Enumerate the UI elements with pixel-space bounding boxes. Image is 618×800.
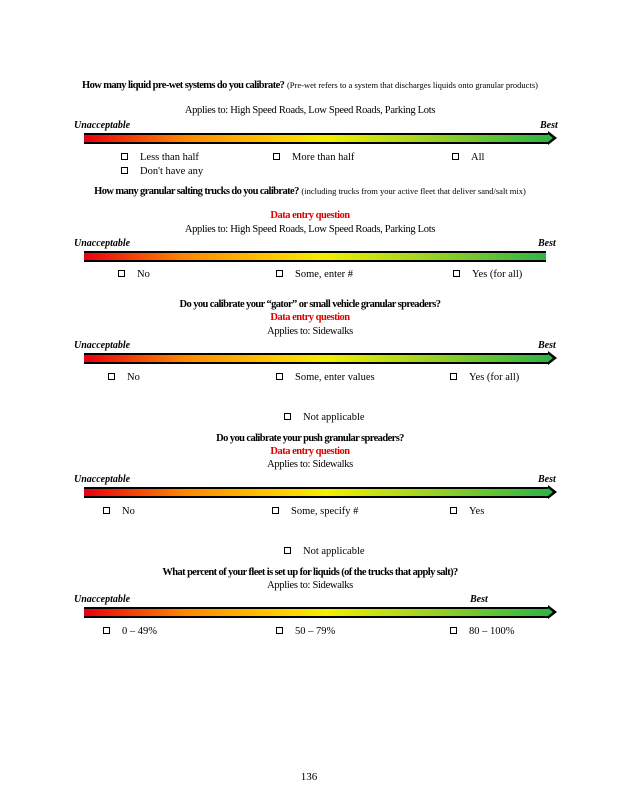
option-label: Yes (for all) [469, 372, 520, 383]
checkbox-icon[interactable] [121, 153, 128, 160]
q5-option-50-79[interactable] [276, 626, 335, 637]
option-label: Some, enter values [295, 372, 375, 383]
question-4-applies: Applies to: Sidewalks [267, 459, 353, 470]
scale-1-right-label: Best [540, 120, 558, 131]
option-label: Not applicable [303, 412, 365, 423]
scale-1-arrow-icon [548, 131, 557, 145]
scale-2-left-label: Unacceptable [74, 238, 131, 249]
q1-option-less-than-half[interactable] [121, 152, 199, 163]
option-label: Yes [469, 506, 485, 517]
q2-option-yes[interactable] [453, 269, 522, 280]
option-label: Not applicable [303, 546, 365, 557]
question-3-applies: Applies to: Sidewalks [267, 326, 353, 337]
checkbox-icon[interactable] [450, 373, 457, 380]
question-2-title: How many granular salting trucks do you calibrate? [94, 186, 299, 197]
checkbox-icon[interactable] [452, 153, 459, 160]
q1-option-all[interactable] [452, 152, 484, 163]
question-5-title: What percent of your fleet is set up for liquids (of the trucks that apply salt)? [162, 567, 458, 578]
checkbox-icon[interactable] [121, 167, 128, 174]
question-3-data-entry: Data entry question [270, 312, 350, 323]
option-label: All [471, 152, 485, 163]
scale-3-right-label: Best [538, 340, 556, 351]
checkbox-icon[interactable] [276, 627, 283, 634]
question-2-applies: Applies to: High Speed Roads, Low Speed Roads, Parking Lots [184, 224, 436, 235]
checkbox-icon[interactable] [284, 547, 291, 554]
question-1 [60, 79, 560, 92]
q2-option-some[interactable] [276, 269, 353, 280]
scale-2-bar [84, 251, 546, 262]
q3-option-yes[interactable] [450, 372, 519, 383]
checkbox-icon[interactable] [272, 507, 279, 514]
checkbox-icon[interactable] [103, 507, 110, 514]
q3-option-some[interactable] [276, 372, 375, 383]
question-2 [60, 185, 560, 198]
checkbox-icon[interactable] [276, 270, 283, 277]
question-4-data-entry: Data entry question [270, 446, 350, 457]
option-label: 80 – 100% [469, 626, 515, 637]
scale-4-left-label: Unacceptable [74, 474, 131, 485]
scale-1-bar [84, 133, 548, 144]
question-3 [60, 299, 560, 311]
q3-option-no[interactable] [108, 372, 140, 383]
page-number: 136 [300, 771, 318, 783]
option-label: Don't have any [140, 166, 204, 177]
q3-option-not-applicable[interactable] [284, 412, 365, 423]
question-2-note: (including trucks from your active fleet that deliver sand/salt mix) [301, 186, 526, 196]
q4-option-no[interactable] [103, 506, 135, 517]
option-label: No [137, 269, 150, 280]
scale-3-left-label: Unacceptable [74, 340, 131, 351]
checkbox-icon[interactable] [284, 413, 291, 420]
scale-3-bar [84, 353, 548, 364]
option-label: Some, enter # [295, 269, 354, 280]
option-label: Yes (for all) [472, 269, 523, 280]
checkbox-icon[interactable] [273, 153, 280, 160]
question-1-title: How many liquid pre-wet systems do you calibrate? [82, 80, 285, 91]
question-5-applies: Applies to: Sidewalks [267, 580, 353, 591]
question-1-note: (Pre-wet refers to a system that discharges liquids onto granular products) [286, 80, 538, 90]
checkbox-icon[interactable] [450, 627, 457, 634]
scale-5-right-label: Best [470, 594, 488, 605]
checkbox-icon[interactable] [118, 270, 125, 277]
scale-4-right-label: Best [538, 474, 556, 485]
scale-2-right-label: Best [538, 238, 556, 249]
question-5 [60, 567, 560, 579]
scale-5-bar [84, 607, 548, 618]
option-label: More than half [292, 152, 355, 163]
option-label: No [127, 372, 140, 383]
checkbox-icon[interactable] [108, 373, 115, 380]
q4-option-yes[interactable] [450, 506, 484, 517]
q5-option-0-49[interactable] [103, 626, 157, 637]
q1-option-more-than-half[interactable] [273, 152, 354, 163]
question-3-title: Do you calibrate your “gator” or small vehicle granular spreaders? [179, 299, 441, 310]
question-4 [60, 433, 560, 445]
question-1-applies: Applies to: High Speed Roads, Low Speed Roads, Parking Lots [184, 105, 436, 116]
scale-1-left-label: Unacceptable [74, 120, 131, 131]
q1-option-dont-have-any[interactable] [121, 166, 203, 177]
q4-option-some[interactable] [272, 506, 358, 517]
scale-5-arrow-icon [548, 605, 557, 619]
q5-option-80-100[interactable] [450, 626, 515, 637]
checkbox-icon[interactable] [450, 507, 457, 514]
checkbox-icon[interactable] [103, 627, 110, 634]
checkbox-icon[interactable] [453, 270, 460, 277]
scale-4-arrow-icon [548, 485, 557, 499]
option-label: No [122, 506, 135, 517]
option-label: Some, specify # [291, 506, 359, 517]
option-label: Less than half [140, 152, 199, 163]
q4-option-not-applicable[interactable] [284, 546, 365, 557]
scale-5-left-label: Unacceptable [74, 594, 131, 605]
q2-option-no[interactable] [118, 269, 150, 280]
question-2-data-entry: Data entry question [270, 210, 350, 221]
question-4-title: Do you calibrate your push granular spreaders? [216, 433, 404, 444]
scale-4-bar [84, 487, 548, 498]
scale-3-arrow-icon [548, 351, 557, 365]
checkbox-icon[interactable] [276, 373, 283, 380]
option-label: 50 – 79% [295, 626, 336, 637]
option-label: 0 – 49% [122, 626, 157, 637]
